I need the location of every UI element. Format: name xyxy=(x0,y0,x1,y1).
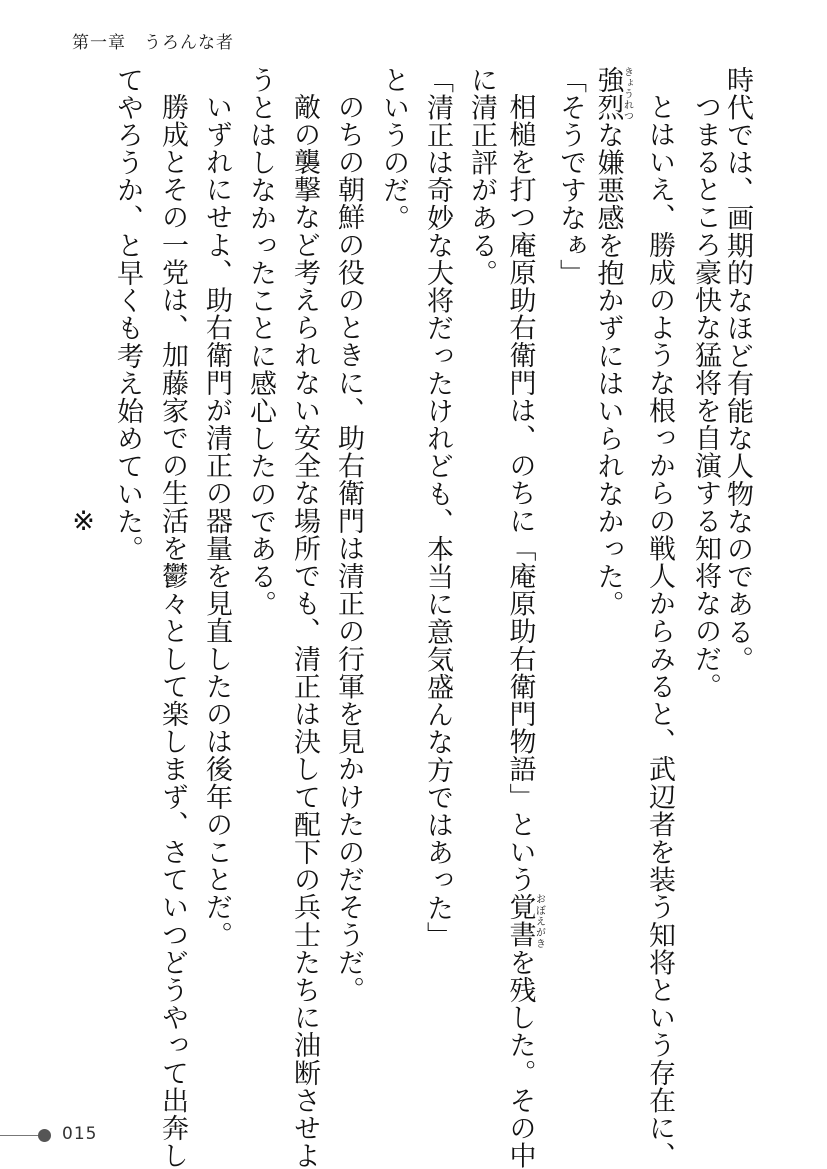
running-head-chapter-title: 第一章 うろんな者 xyxy=(72,33,234,53)
text-line-13: いずれにせよ、助右衛門が清正の器量を見直したのは後年のことだ。 xyxy=(201,93,232,949)
text-line-8: 「清正は奇妙な大将だったけれども、本当に意気盛んな方ではあった」 xyxy=(422,66,453,950)
text-line-12: うとはしなかったことに感心したのである。 xyxy=(245,66,276,618)
text-line-14: 勝成とその一党は、加藤家での生活を鬱々として楽しまず、さていつどうやって出奔し xyxy=(157,93,188,1169)
text-line-7: に清正評がある。 xyxy=(466,66,497,287)
footer-dot-icon xyxy=(38,1129,51,1142)
ruby-reading-kyouretsu: きょうれつ xyxy=(621,66,633,122)
text-line-9: というのだ。 xyxy=(378,66,409,232)
text-line-3: とはいえ、勝成のような根っからの戦人からみると、武辺者を装う知将という存在に、 xyxy=(644,93,675,1169)
ruby-kyouretsu xyxy=(592,66,633,122)
ruby-base-oboegaki: 覚書 xyxy=(504,893,536,949)
text-line-15: てやろうか、と早くも考え始めていた。 xyxy=(112,66,143,563)
page-number: 015 xyxy=(62,1124,98,1144)
text-line-1: 時代では、画期的なほど有能な人物なのである。 xyxy=(722,66,753,674)
text-line-11: 敵の襲撃など考えられない安全な場所でも、清正は決して配下の兵士たちに油断させよ xyxy=(289,93,320,1169)
ruby-reading-oboegaki: おぼえがき xyxy=(533,893,545,949)
ruby-oboegaki xyxy=(504,893,545,949)
text-line-2: つまるところ豪快な猛将を自演する知将なのだ。 xyxy=(690,93,721,701)
text-line-10: のちの朝鮮の役のときに、助右衛門は清正の行軍を見かけたのだそうだ。 xyxy=(333,93,364,1004)
text-line-4: 強烈きょうれつな嫌悪感を抱かずにはいられなかった。 xyxy=(592,66,633,619)
page-footer xyxy=(0,1122,200,1152)
text-line-6: 相槌を打つ庵原助右衛門は、のちに「庵原助右衛門物語」という覚書おぼえがきを残した。その中 xyxy=(504,93,545,1169)
footer-rule xyxy=(0,1135,38,1136)
text-line-5: 「そうですなぁ」 xyxy=(555,66,586,287)
ruby-base-kyouretsu: 強烈 xyxy=(592,66,624,122)
section-break-mark: ※ xyxy=(68,506,99,538)
